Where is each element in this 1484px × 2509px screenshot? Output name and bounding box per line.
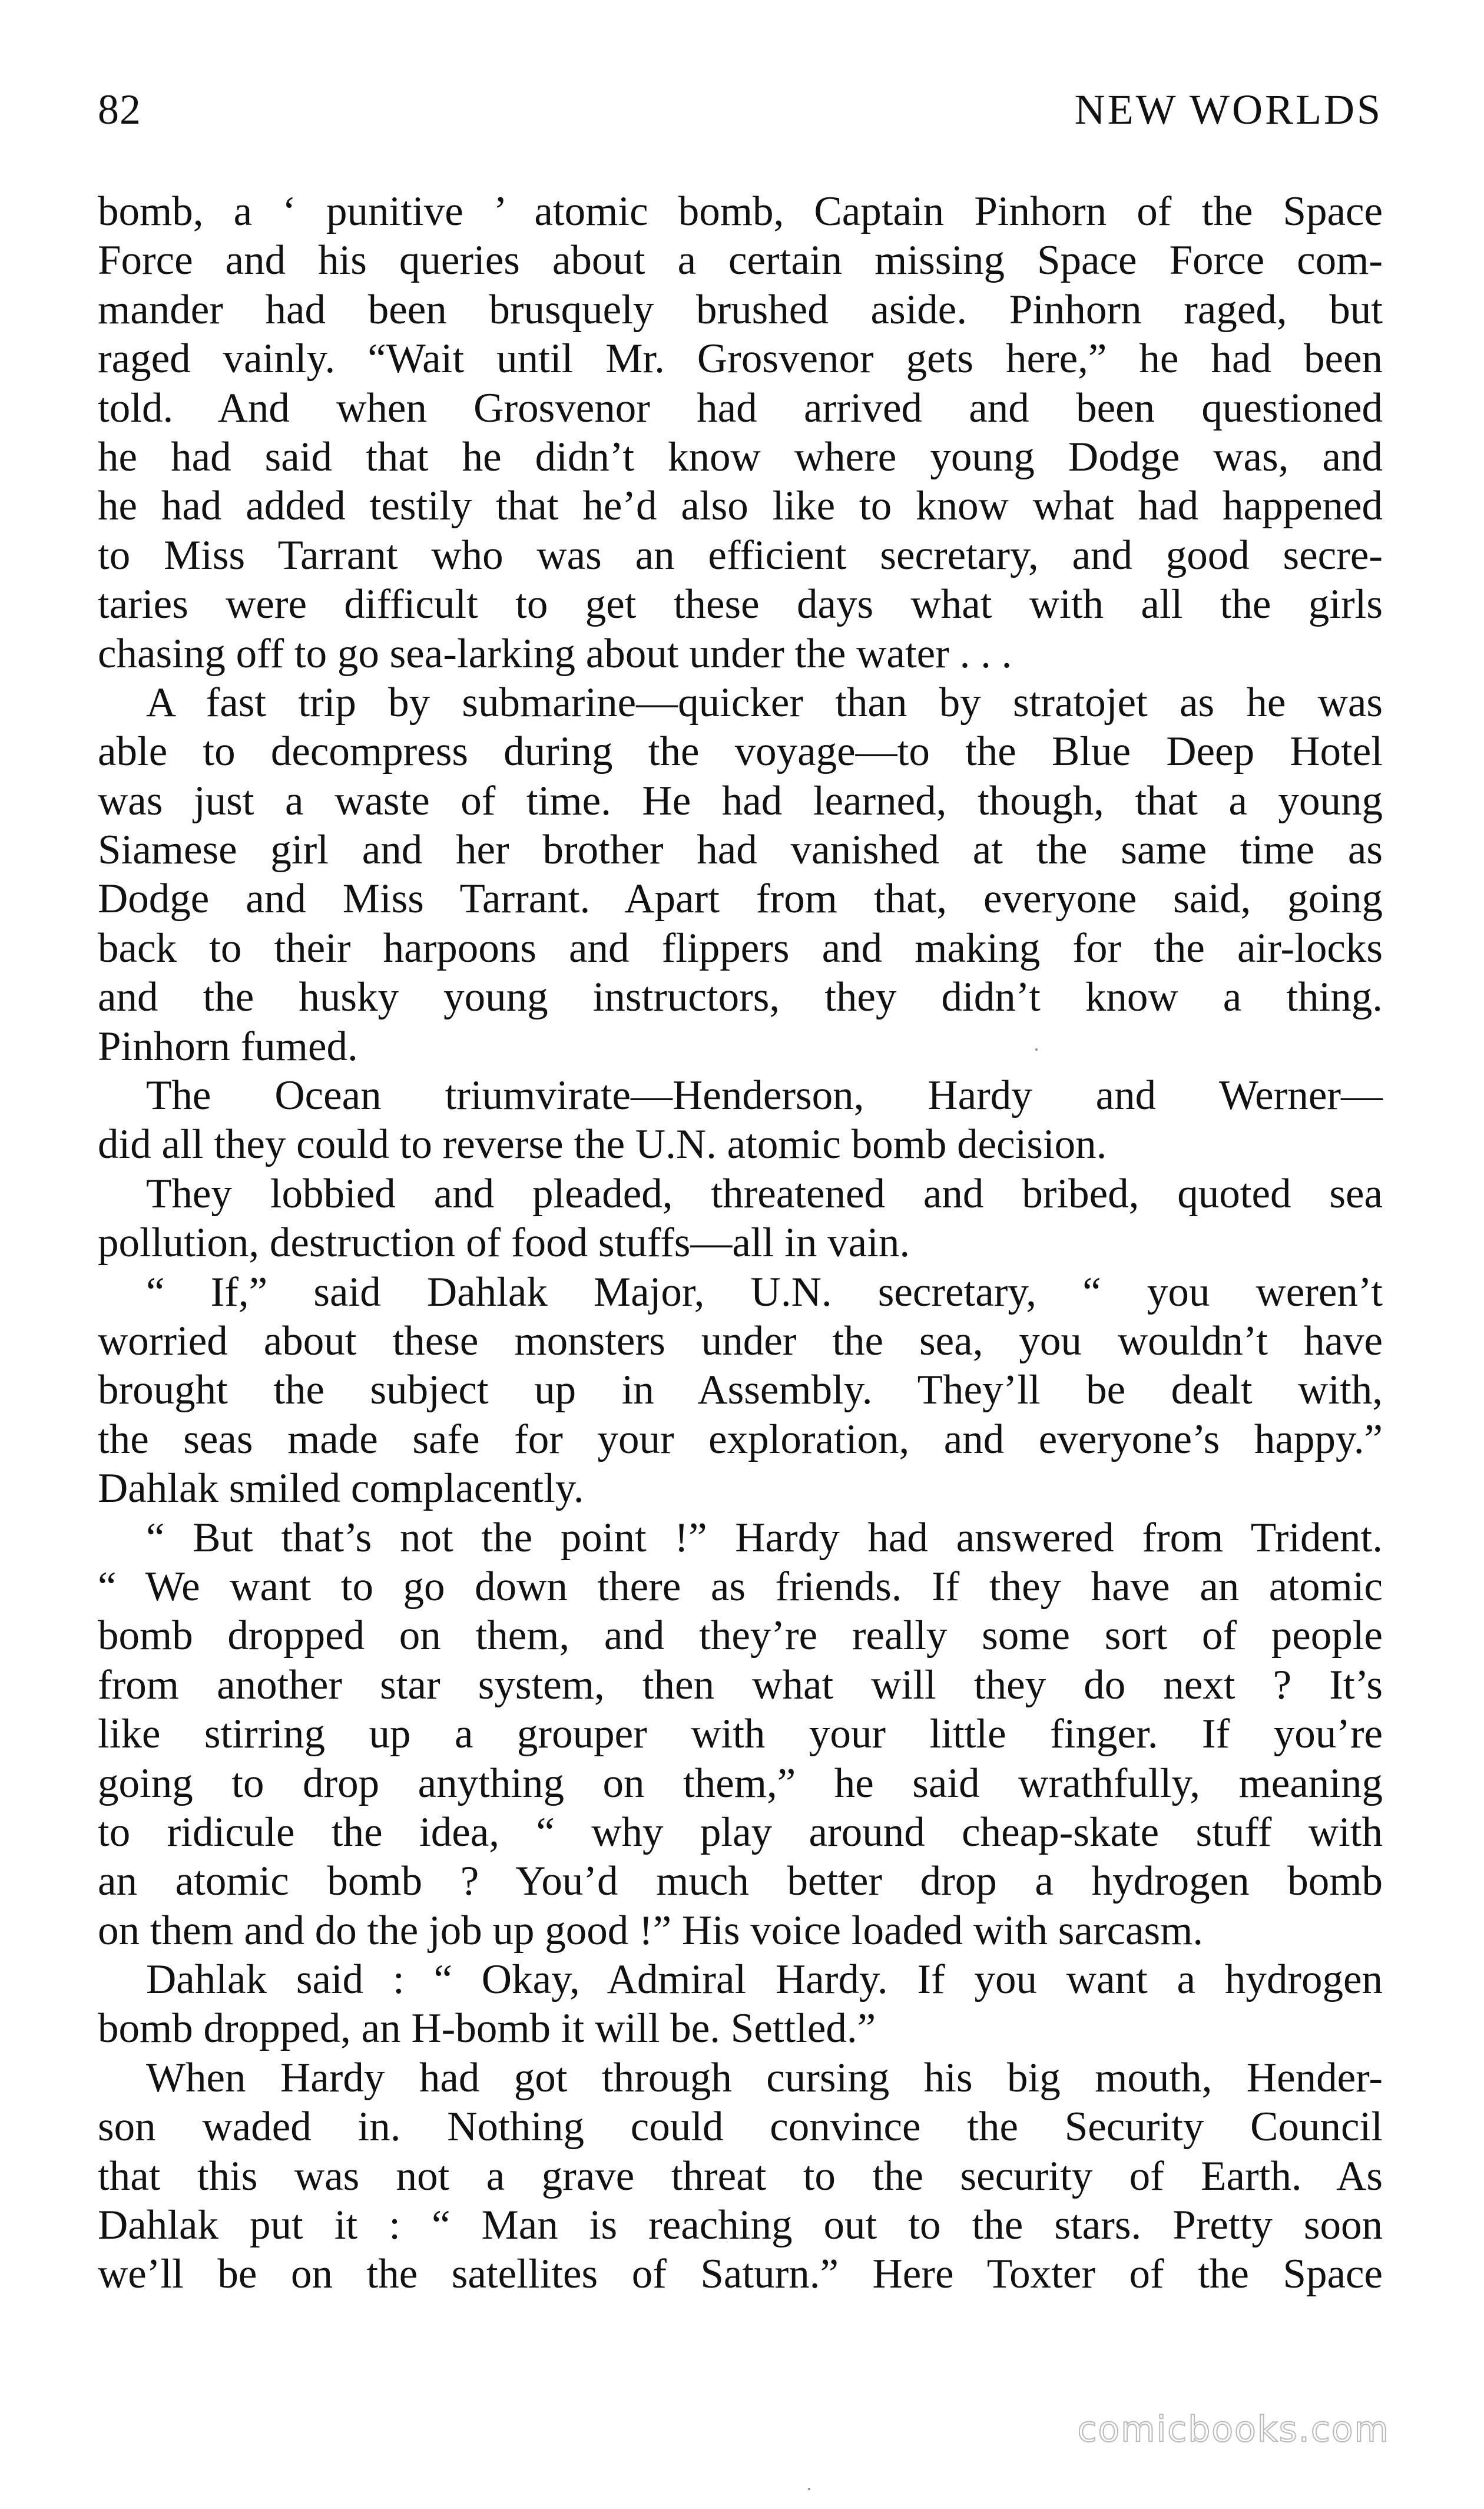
text-line: going to drop anything on them,” he said wrathfully, meaning xyxy=(98,1760,1383,1806)
text-line: bomb dropped, an H-bomb it will be. Settled.” xyxy=(98,2005,876,2052)
text-line: When Hardy had got through cursing his big mouth, Hender- xyxy=(146,2054,1383,2101)
text-line: Dahlak put it : “ Man is reaching out to the stars. Pretty soon xyxy=(98,2202,1383,2249)
text-line: “ But that’s not the point !” Hardy had answered from Trident. xyxy=(146,1514,1383,1561)
text-line: Dahlak smiled complacently. xyxy=(98,1465,584,1512)
text-line: bomb, a ‘ punitive ’ atomic bomb, Captain Pinhorn of the Space xyxy=(98,188,1383,234)
text-line: able to decompress during the voyage—to the Blue Deep Hotel xyxy=(98,729,1383,775)
text-line: Dodge and Miss Tarrant. Apart from that, everyone said, going xyxy=(98,876,1383,922)
text-line: pollution, destruction of food stuffs—all in vain. xyxy=(98,1220,910,1266)
print-speck xyxy=(1035,1048,1038,1051)
text-line: chasing off to go sea-larking about under the water . . . xyxy=(98,630,1012,677)
text-line: Pinhorn fumed. xyxy=(98,1023,358,1070)
body-text xyxy=(98,187,1383,2299)
watermark: comicbooks.com xyxy=(1077,2409,1390,2450)
text-line: did all they could to reverse the U.N. atomic bomb decision. xyxy=(98,1121,1107,1168)
text-line: son waded in. Nothing could convince the Security Council xyxy=(98,2104,1383,2150)
text-line: taries were difficult to get these days what with all the girls xyxy=(98,581,1383,628)
text-line: Siamese girl and her brother had vanished at the same time as xyxy=(98,827,1383,873)
text-line: back to their harpoons and flippers and making for the air-locks xyxy=(98,925,1383,971)
running-head xyxy=(98,88,1383,131)
text-line: and the husky young instructors, they didn’t know a thing. xyxy=(98,974,1383,1021)
text-line: They lobbied and pleaded, threatened and bribed, quoted sea xyxy=(146,1170,1383,1217)
text-line: brought the subject up in Assembly. They’ll be dealt with, xyxy=(98,1367,1383,1414)
text-line: he had added testily that he’d also like to know what had happened xyxy=(98,483,1383,529)
print-speck xyxy=(808,2488,810,2490)
text-line: we’ll be on the satellites of Saturn.” Here Toxter of the Space xyxy=(98,2251,1383,2298)
text-line: on them and do the job up good !” His voice loaded with sarcasm. xyxy=(98,1907,1204,1954)
text-line: A fast trip by submarine—quicker than by stratojet as he was xyxy=(146,679,1383,726)
text-line: an atomic bomb ? You’d much better drop a hydrogen bomb xyxy=(98,1858,1383,1905)
text-line: “ If,” said Dahlak Major, U.N. secretary, “ you weren’t xyxy=(146,1269,1383,1315)
text-line: from another star system, then what will they do next ? It’s xyxy=(98,1661,1383,1708)
text-line: worried about these monsters under the sea, you wouldn’t have xyxy=(98,1318,1383,1364)
text-line: was just a waste of time. He had learned, though, that a young xyxy=(98,777,1383,824)
text-line: told. And when Grosvenor had arrived and been questioned xyxy=(98,385,1383,431)
text-line: raged vainly. “Wait until Mr. Grosvenor gets here,” he had been xyxy=(98,336,1383,382)
text-line: to ridicule the idea, “ why play around cheap-skate stuff with xyxy=(98,1809,1383,1855)
text-line: Force and his queries about a certain missing Space Force com- xyxy=(98,237,1383,284)
text-line: the seas made safe for your exploration, and everyone’s happy.” xyxy=(98,1416,1383,1462)
text-line: mander had been brusquely brushed aside. Pinhorn raged, but xyxy=(98,286,1383,333)
text-line: like stirring up a grouper with your little finger. If you’re xyxy=(98,1711,1383,1757)
text-line: “ We want to go down there as friends. If they have an atomic xyxy=(98,1563,1383,1610)
text-line: to Miss Tarrant who was an efficient secretary, and good secre- xyxy=(98,532,1383,578)
journal-title: NEW WORLDS xyxy=(1074,86,1383,133)
text-line: that this was not a grave threat to the security of Earth. As xyxy=(98,2153,1383,2199)
text-line: he had said that he didn’t know where young Dodge was, and xyxy=(98,433,1383,480)
text-line: bomb dropped on them, and they’re really some sort of people xyxy=(98,1613,1383,1659)
page-number: 82 xyxy=(98,86,141,133)
text-line: Dahlak said : “ Okay, Admiral Hardy. If you want a hydrogen xyxy=(146,1957,1383,2003)
text-line: The Ocean triumvirate—Henderson, Hardy and Werner— xyxy=(146,1073,1383,1119)
